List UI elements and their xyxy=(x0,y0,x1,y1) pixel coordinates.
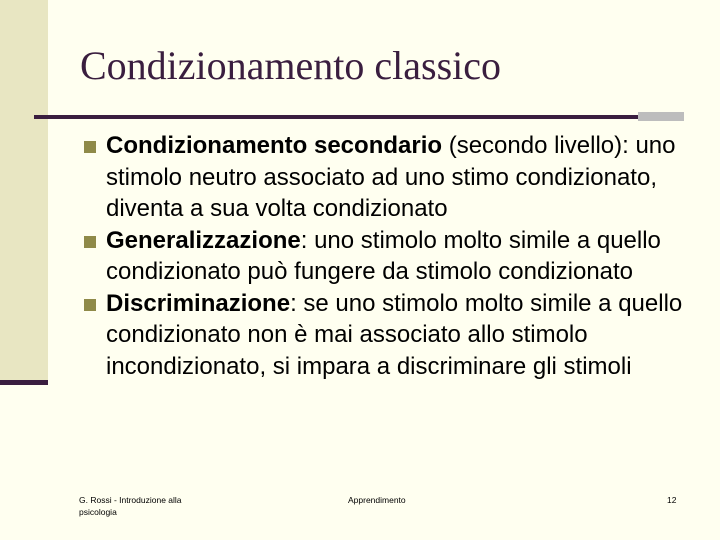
bullet-item xyxy=(83,288,693,383)
bullet-item xyxy=(83,225,693,288)
side-decoration-bar xyxy=(0,0,48,384)
square-bullet-icon xyxy=(84,236,96,248)
title-divider-accent xyxy=(638,112,684,121)
title-divider xyxy=(34,115,680,119)
slide-title: Condizionamento classico xyxy=(80,43,502,88)
footer-author: G. Rossi - Introduzione alla psicologia xyxy=(79,495,182,517)
bullet-term: Condizionamento secondario xyxy=(106,132,443,159)
footer-topic: Apprendimento xyxy=(348,495,406,505)
bullet-list xyxy=(83,130,693,382)
square-bullet-icon xyxy=(84,141,96,153)
side-accent-line xyxy=(0,380,48,385)
bullet-term: Discriminazione xyxy=(106,289,291,317)
square-bullet-icon xyxy=(84,299,96,311)
page-number: 12 xyxy=(667,495,677,505)
bullet-text: : uno stimolo molto simile a quello condizionato può fungere da stimolo condizionato xyxy=(106,226,661,285)
bullet-term: Generalizzazione xyxy=(106,226,301,254)
bullet-text: : se uno stimolo molto simile a quello condizionato non è mai associato allo stimolo incondizionato, si impara a discriminare gli stimoli xyxy=(106,289,683,380)
bullet-item xyxy=(83,130,693,225)
bullet-text: (secondo livello): uno stimolo neutro associato ad uno stimo condizionato, diventa a sua volta condizionato xyxy=(106,132,676,222)
